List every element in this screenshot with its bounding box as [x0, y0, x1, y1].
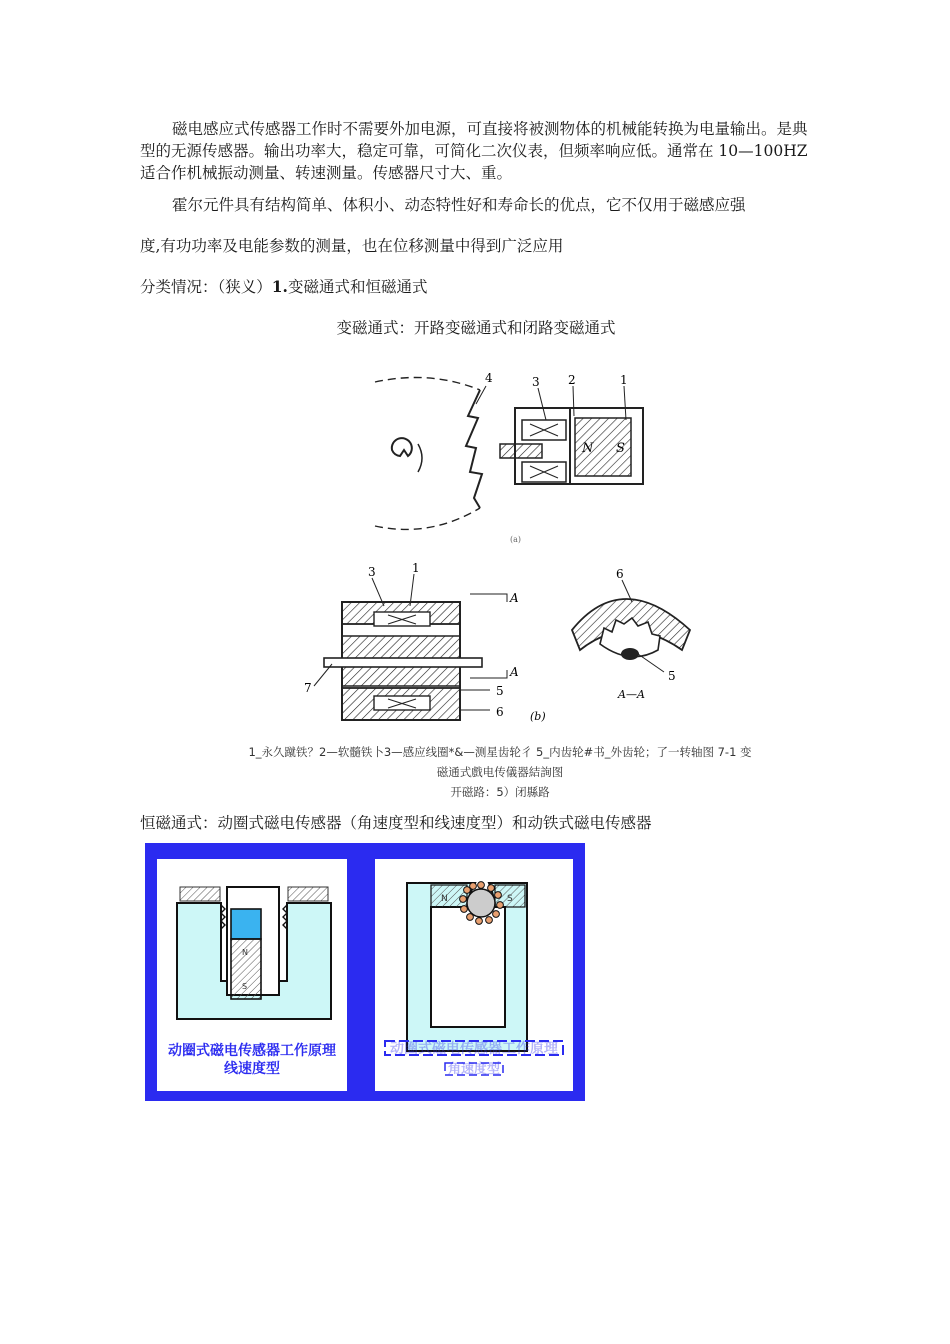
left-caption-line1: 动圈式磁电传感器工作原理 [168, 1043, 336, 1059]
paragraph-hall-line1: 霍尔元件具有结构简单、体积小、动态特性好和寿命长的优点，它不仅用于磁感应强 [172, 196, 746, 214]
magnet-pole-n: N [582, 441, 594, 456]
rotation-arrow [418, 444, 422, 472]
gear-outline-bottom [375, 508, 480, 529]
classification-line [140, 276, 812, 298]
label-6-right: 6 [616, 567, 624, 581]
paragraph-hall-line2: 度,有功功率及电能参数的测量，也在位移测量中得到广泛应用 [140, 237, 564, 255]
label-section-aa: A—A [618, 688, 645, 701]
label-5-right: 5 [668, 669, 676, 683]
section-line-a-mid [470, 670, 507, 678]
constant-flux-heading: 恒磁通式：动圈式磁电传感器（角速度型和线速度型）和动铁式磁电传感器 [140, 814, 652, 832]
top-hatch-left [180, 887, 220, 901]
shaft [324, 658, 482, 667]
gear-outline-dashed [375, 378, 480, 391]
label-4: 4 [485, 371, 493, 385]
label-1: 1 [620, 373, 628, 387]
figure-open-circuit-diagram [370, 368, 670, 543]
sub-label-a: (a) [510, 535, 522, 544]
figure-closed-circuit-diagram [302, 558, 702, 733]
classification-prefix: 分类情况：（狭义） [140, 278, 272, 296]
figure-moving-coil-diagram [145, 843, 585, 1101]
magnet-pole-s: S [616, 441, 625, 456]
label-7: 7 [304, 681, 312, 695]
left-caption-line2: 线速度型 [224, 1061, 280, 1077]
classification-number: 1. [271, 277, 288, 296]
section-center-bump [621, 648, 639, 660]
label-a-mid: A [510, 665, 519, 679]
right-caption-line2: 角速度型 [447, 1062, 501, 1077]
gear-hub [392, 438, 412, 456]
rotor-core [467, 889, 495, 917]
coil [231, 909, 261, 939]
top-hatch-right [288, 887, 328, 901]
classification-text: 变磁通式和恒磁通式 [287, 278, 428, 296]
right-pole-n: N [441, 894, 448, 904]
probe-rod [500, 444, 542, 458]
right-pole-s: S [507, 894, 513, 904]
caption-line-3: 开磁路：5）闭縣路 [450, 785, 550, 799]
label-5-left: 5 [496, 684, 504, 698]
label-3: 3 [368, 565, 376, 579]
core-pole-s: S [242, 982, 248, 991]
core-pole-n: N [242, 948, 248, 957]
label-a-top: A [510, 591, 519, 605]
caption-line-2: 磁通式戲电传儀器結詢图 [436, 765, 564, 779]
label-2: 2 [568, 373, 576, 387]
gear-teeth [466, 390, 482, 508]
paragraph-intro: 磁电感应式传感器工作时不需要外加电源，可直接将被测物体的机械能转换为电量输出。是典型的无源传感器。输出功率大，稳定可靠，可简化二次仪表，但频率响应低。通常在 10—100HZ 适合作机械振动测量、转速测量。传感器尺寸大、重。 [140, 120, 808, 182]
label-6-left: 6 [496, 705, 504, 719]
section-line-a-top [470, 594, 507, 602]
variable-flux-heading: 变磁通式：开路变磁通式和闭路变磁通式 [336, 319, 616, 337]
label-b: (b) [530, 710, 546, 723]
label-1: 1 [412, 561, 420, 575]
figure-caption [170, 742, 830, 799]
right-caption-line1: 动圈式磁电传感器工作原理 [390, 1041, 558, 1057]
label-3: 3 [532, 375, 540, 389]
caption-line-1: 1_永久蹴铁？2—软髓铁卜3—感应线圈*&—测星齿轮彳 5_内齿轮#书_外齿轮；了一转轴图 7-1 变 [248, 745, 752, 759]
